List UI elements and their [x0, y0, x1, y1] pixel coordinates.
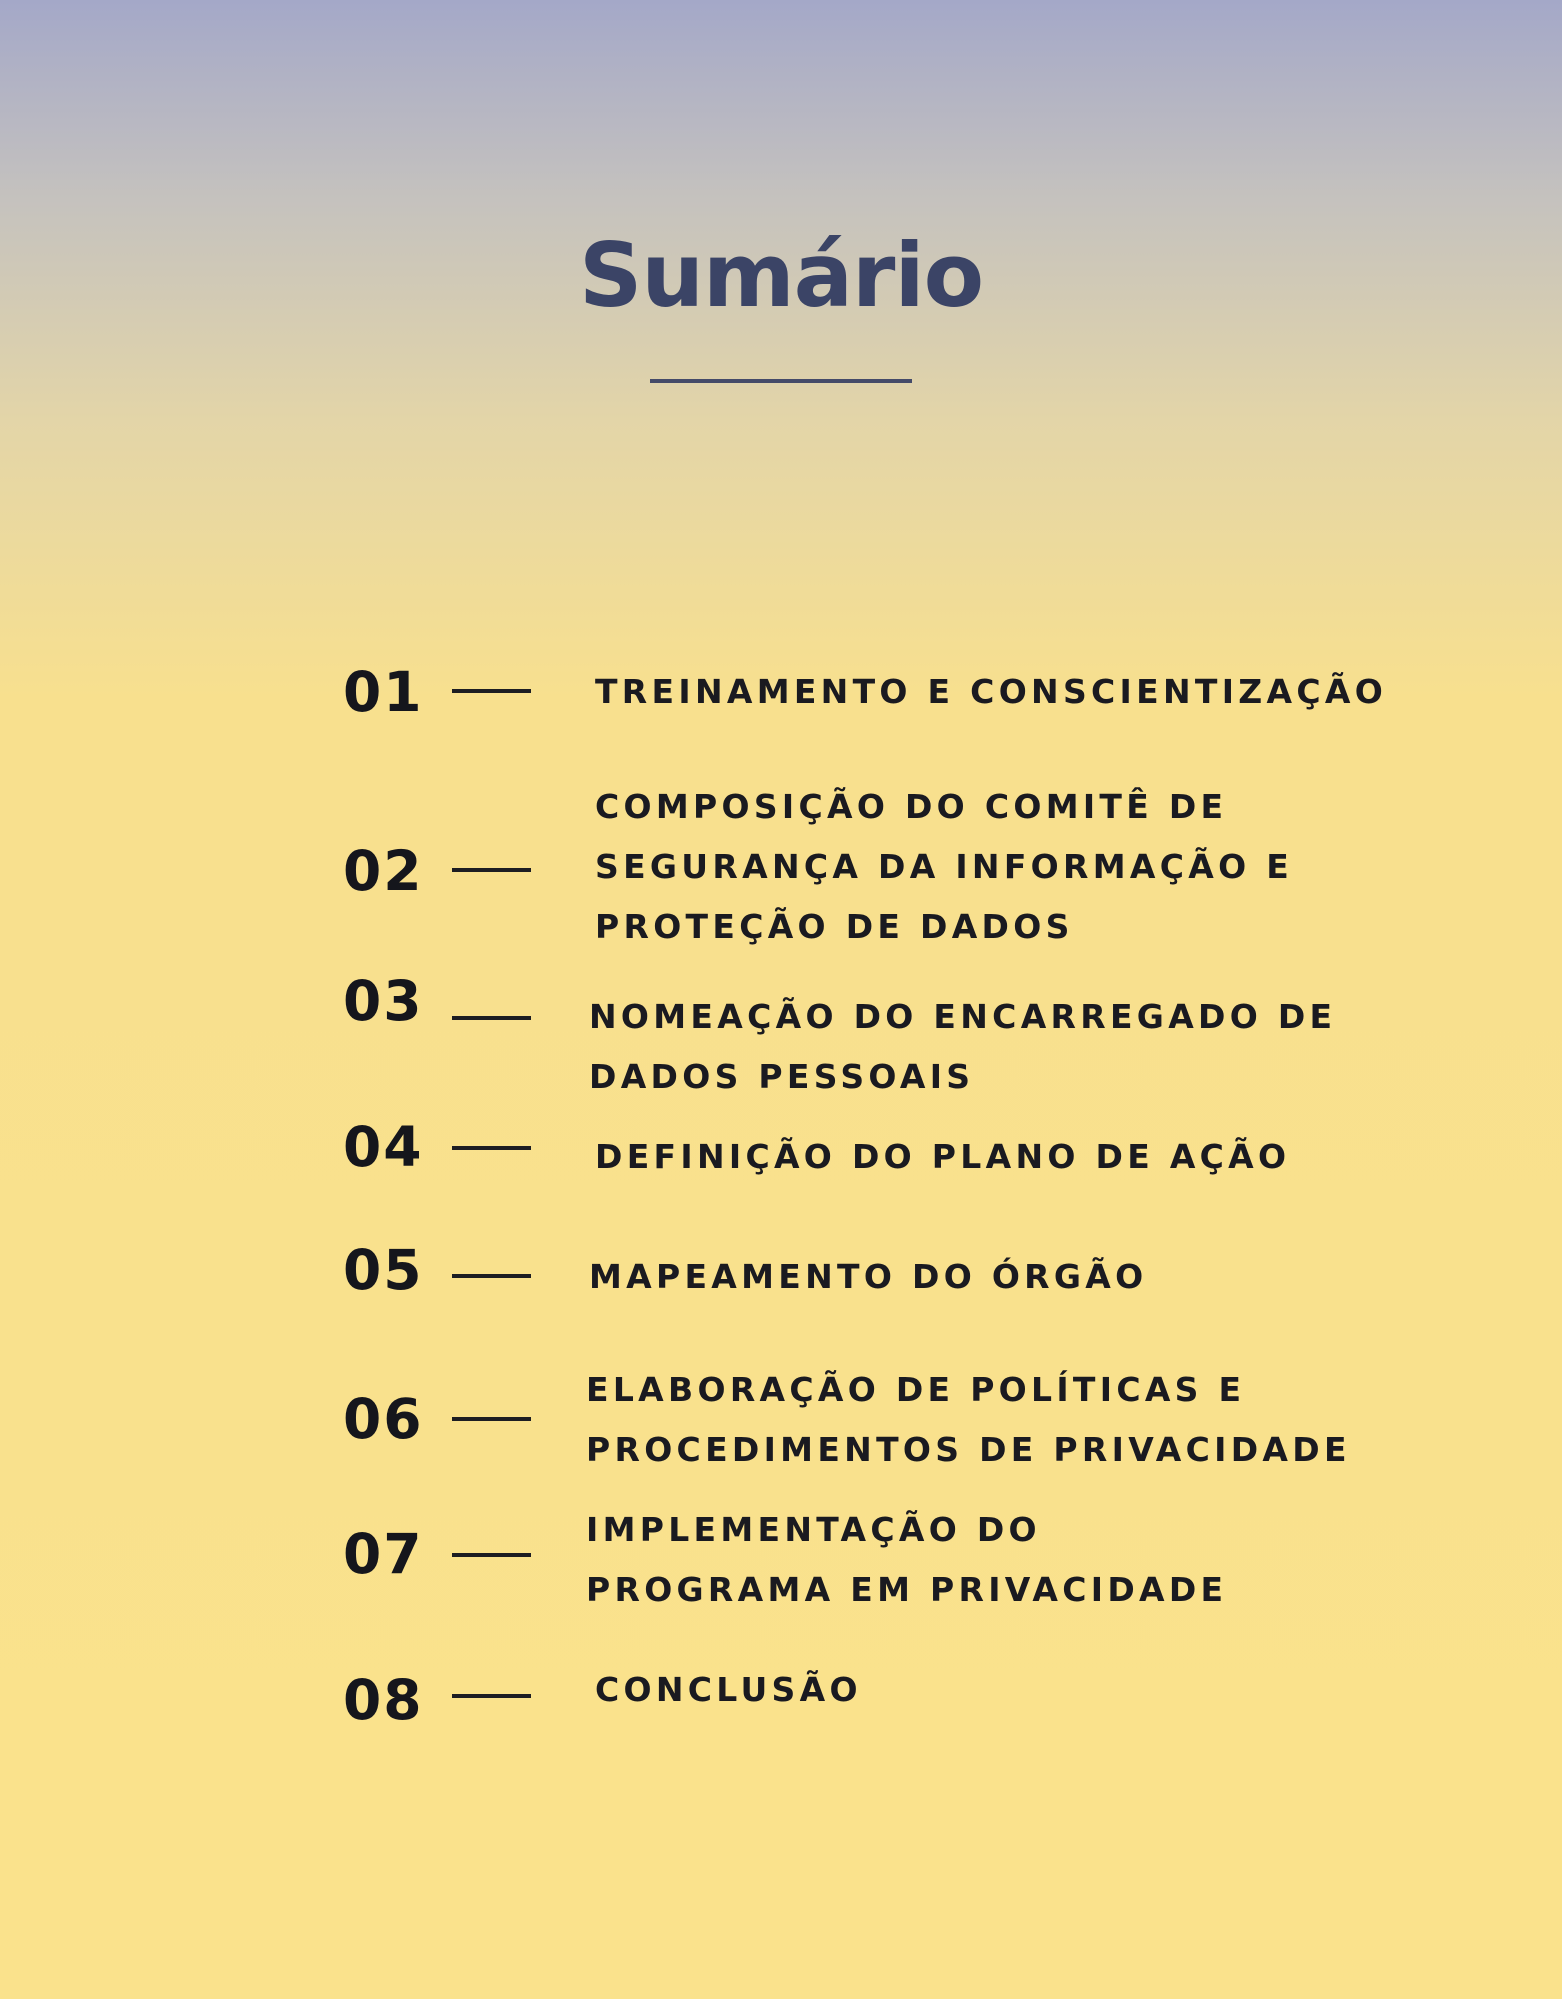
toc-dash	[452, 689, 531, 693]
toc-number: 06	[343, 1387, 424, 1451]
toc-label: MAPEAMENTO DO ÓRGÃO	[589, 1257, 1148, 1296]
toc-dash	[452, 1274, 531, 1278]
toc-number: 03	[343, 969, 424, 1033]
toc-number: 04	[343, 1115, 424, 1179]
toc-dash	[452, 1553, 531, 1557]
toc-number: 05	[343, 1238, 424, 1302]
toc-label: COMPOSIÇÃO DO COMITÊ DE SEGURANÇA DA INFORMAÇÃO E PROTEÇÃO DE DADOS	[595, 787, 1294, 946]
toc-dash	[452, 868, 531, 872]
toc-dash	[452, 1417, 531, 1421]
title-underline	[650, 379, 912, 383]
toc-label: CONCLUSÃO	[595, 1670, 862, 1709]
toc-label: TREINAMENTO E CONSCIENTIZAÇÃO	[595, 672, 1388, 711]
page-title: Sumário	[578, 224, 984, 327]
toc-number: 01	[343, 660, 424, 724]
toc-dash	[452, 1016, 531, 1020]
toc-label: DEFINIÇÃO DO PLANO DE AÇÃO	[595, 1137, 1291, 1176]
toc-number: 02	[343, 839, 424, 903]
toc-number: 07	[343, 1522, 424, 1586]
toc-label: NOMEAÇÃO DO ENCARREGADO DE DADOS PESSOAIS	[589, 997, 1337, 1096]
toc-label: ELABORAÇÃO DE POLÍTICAS E PROCEDIMENTOS DE PRIVACIDADE	[586, 1370, 1351, 1469]
toc-dash	[452, 1146, 531, 1150]
toc-dash	[452, 1694, 531, 1698]
toc-label: IMPLEMENTAÇÃO DO PROGRAMA EM PRIVACIDADE	[586, 1510, 1228, 1609]
toc-number: 08	[343, 1668, 424, 1732]
